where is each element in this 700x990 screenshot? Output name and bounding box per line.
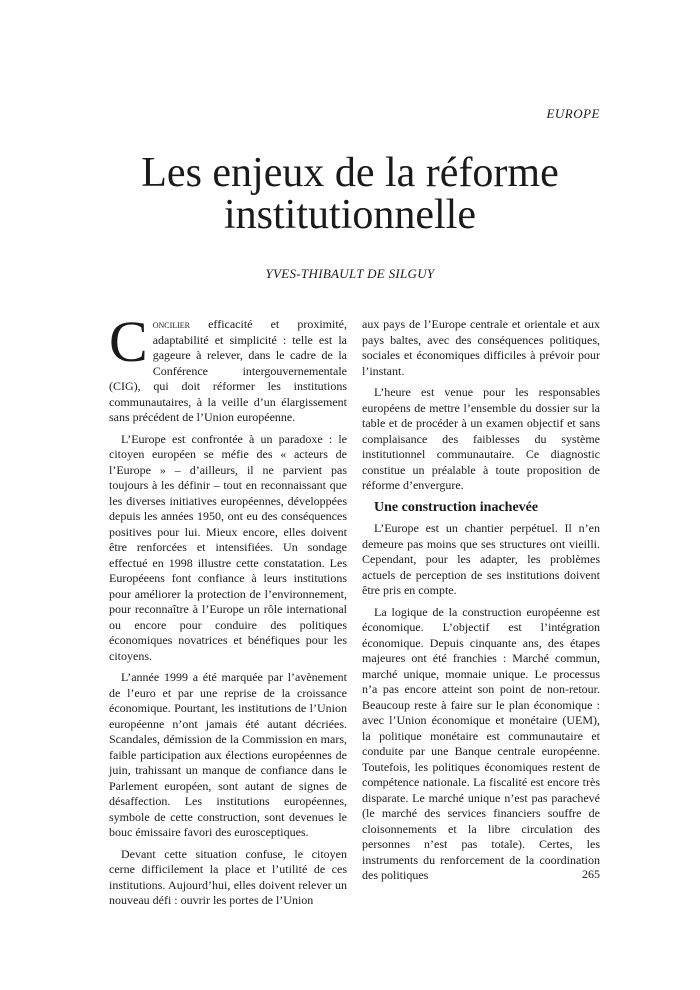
- title-line-1: Les enjeux de la réforme: [141, 150, 559, 196]
- page-number: 265: [582, 867, 600, 881]
- title-line-2: institutionnelle: [224, 192, 476, 238]
- paragraph: L’Europe est un chantier perpétuel. Il n’en demeure pas moins que ses structures ont vieilli. Cependant, pour les adapter, les problèmes actuels de perception de ses institutions doivent être pris en compte.: [362, 521, 600, 597]
- drop-cap: C: [109, 309, 148, 374]
- article-author: YVES-THIBAULT DE SILGUY: [265, 266, 435, 281]
- paragraph: L’heure est venue pour les responsables européens de mettre l’ensemble du dossier sur la table et de procéder à un examen objectif et sans complaisance des faiblesses du système institutionnel communautaire. Ce diagnostic constitue un préalable à toute proposition de réforme d’envergure.: [362, 385, 600, 492]
- paragraph: La logique de la construction européenne est économique. L’objectif est l’intégration économique. Depuis cinquante ans, des étapes majeures ont été franchies : Marché commun, marché unique, monnaie unique. Le processus n’a pas encore atteint son point de non-retour. Beaucoup reste à faire sur le plan économique : avec l’Union économique et monétaire (UEM), la politique monétaire est communautaire et conduite par une Banque centrale européenne. Toutefois, les politiques économiques restent de compétence nationale. La fiscalité est encore très disparate. Le marché unique n’est pas parachevé (le marché des services financiers souffre de cloisonnements et la libre circulation des personnes n’est pas totale). Certes, les instruments du renforcement de la coordination des politiques: [362, 604, 600, 882]
- lead-word: oncilier: [152, 317, 191, 331]
- section-heading: Une construction inachevée: [374, 499, 539, 515]
- paragraph: [109, 309, 347, 426]
- article-title: [60, 152, 640, 236]
- section-rubric: EUROPE: [546, 106, 600, 121]
- paragraph: L’Europe est confrontée à un paradoxe : le citoyen européen se méfie des « acteurs de l’Europe » – d’ailleurs, il ne parvient pas toujours à les définir – tout en reconnaissant que les diverses initiatives européennes, développées depuis les années 1950, ont eu des conséquences positives pour lui. Mieux encore, elles doivent être renforcées et intensifiées. Un sondage effectué en 1998 illustre cette constatation. Les Européeens font confiance à leurs institutions pour améliorer la protection de l’environnement, pour reconnaître à l’Europe un rôle international ou encore pour conduire des politiques économiques novatrices et bénéfiques pour les citoyens.: [109, 431, 347, 663]
- paragraph: Devant cette situation confuse, le citoyen cerne difficilement la place et l’utilité de ces institutions. Aujourd’hui, elles doivent relever un nouveau défi : ouvrir les portes de l’Union: [109, 846, 347, 907]
- paragraph: L’année 1999 a été marquée par l’avènement de l’euro et par une reprise de la croissance économique. Pourtant, les institutions de l’Union européenne n’ont jamais été autant décriées. Scandales, démission de la Commission en mars, faible participation aux élections européennes de juin, trahissant un manque de confiance dans le Parlement européen, sont autant de signes de désaffection. Les institutions européennes, symbole de cette construction, sont devenues le bouc émissaire favori des eurosceptiques.: [109, 670, 347, 839]
- right-column: [362, 317, 600, 890]
- paragraph-text: efficacité et proximité, adaptabilité et simplicité : telle est la gageure à relever, dans le cadre de la Conférence intergouvernementale (CIG), qui doit réformer les institutions communautaires, à la veille d’un élargissement sans précédent de l’Union européenne.: [109, 317, 347, 424]
- left-column: [109, 309, 347, 915]
- paragraph: aux pays de l’Europe centrale et orientale et aux pays baltes, avec des conséquences politiques, sociales et économiques difficiles à prévoir pour l’instant.: [362, 317, 600, 378]
